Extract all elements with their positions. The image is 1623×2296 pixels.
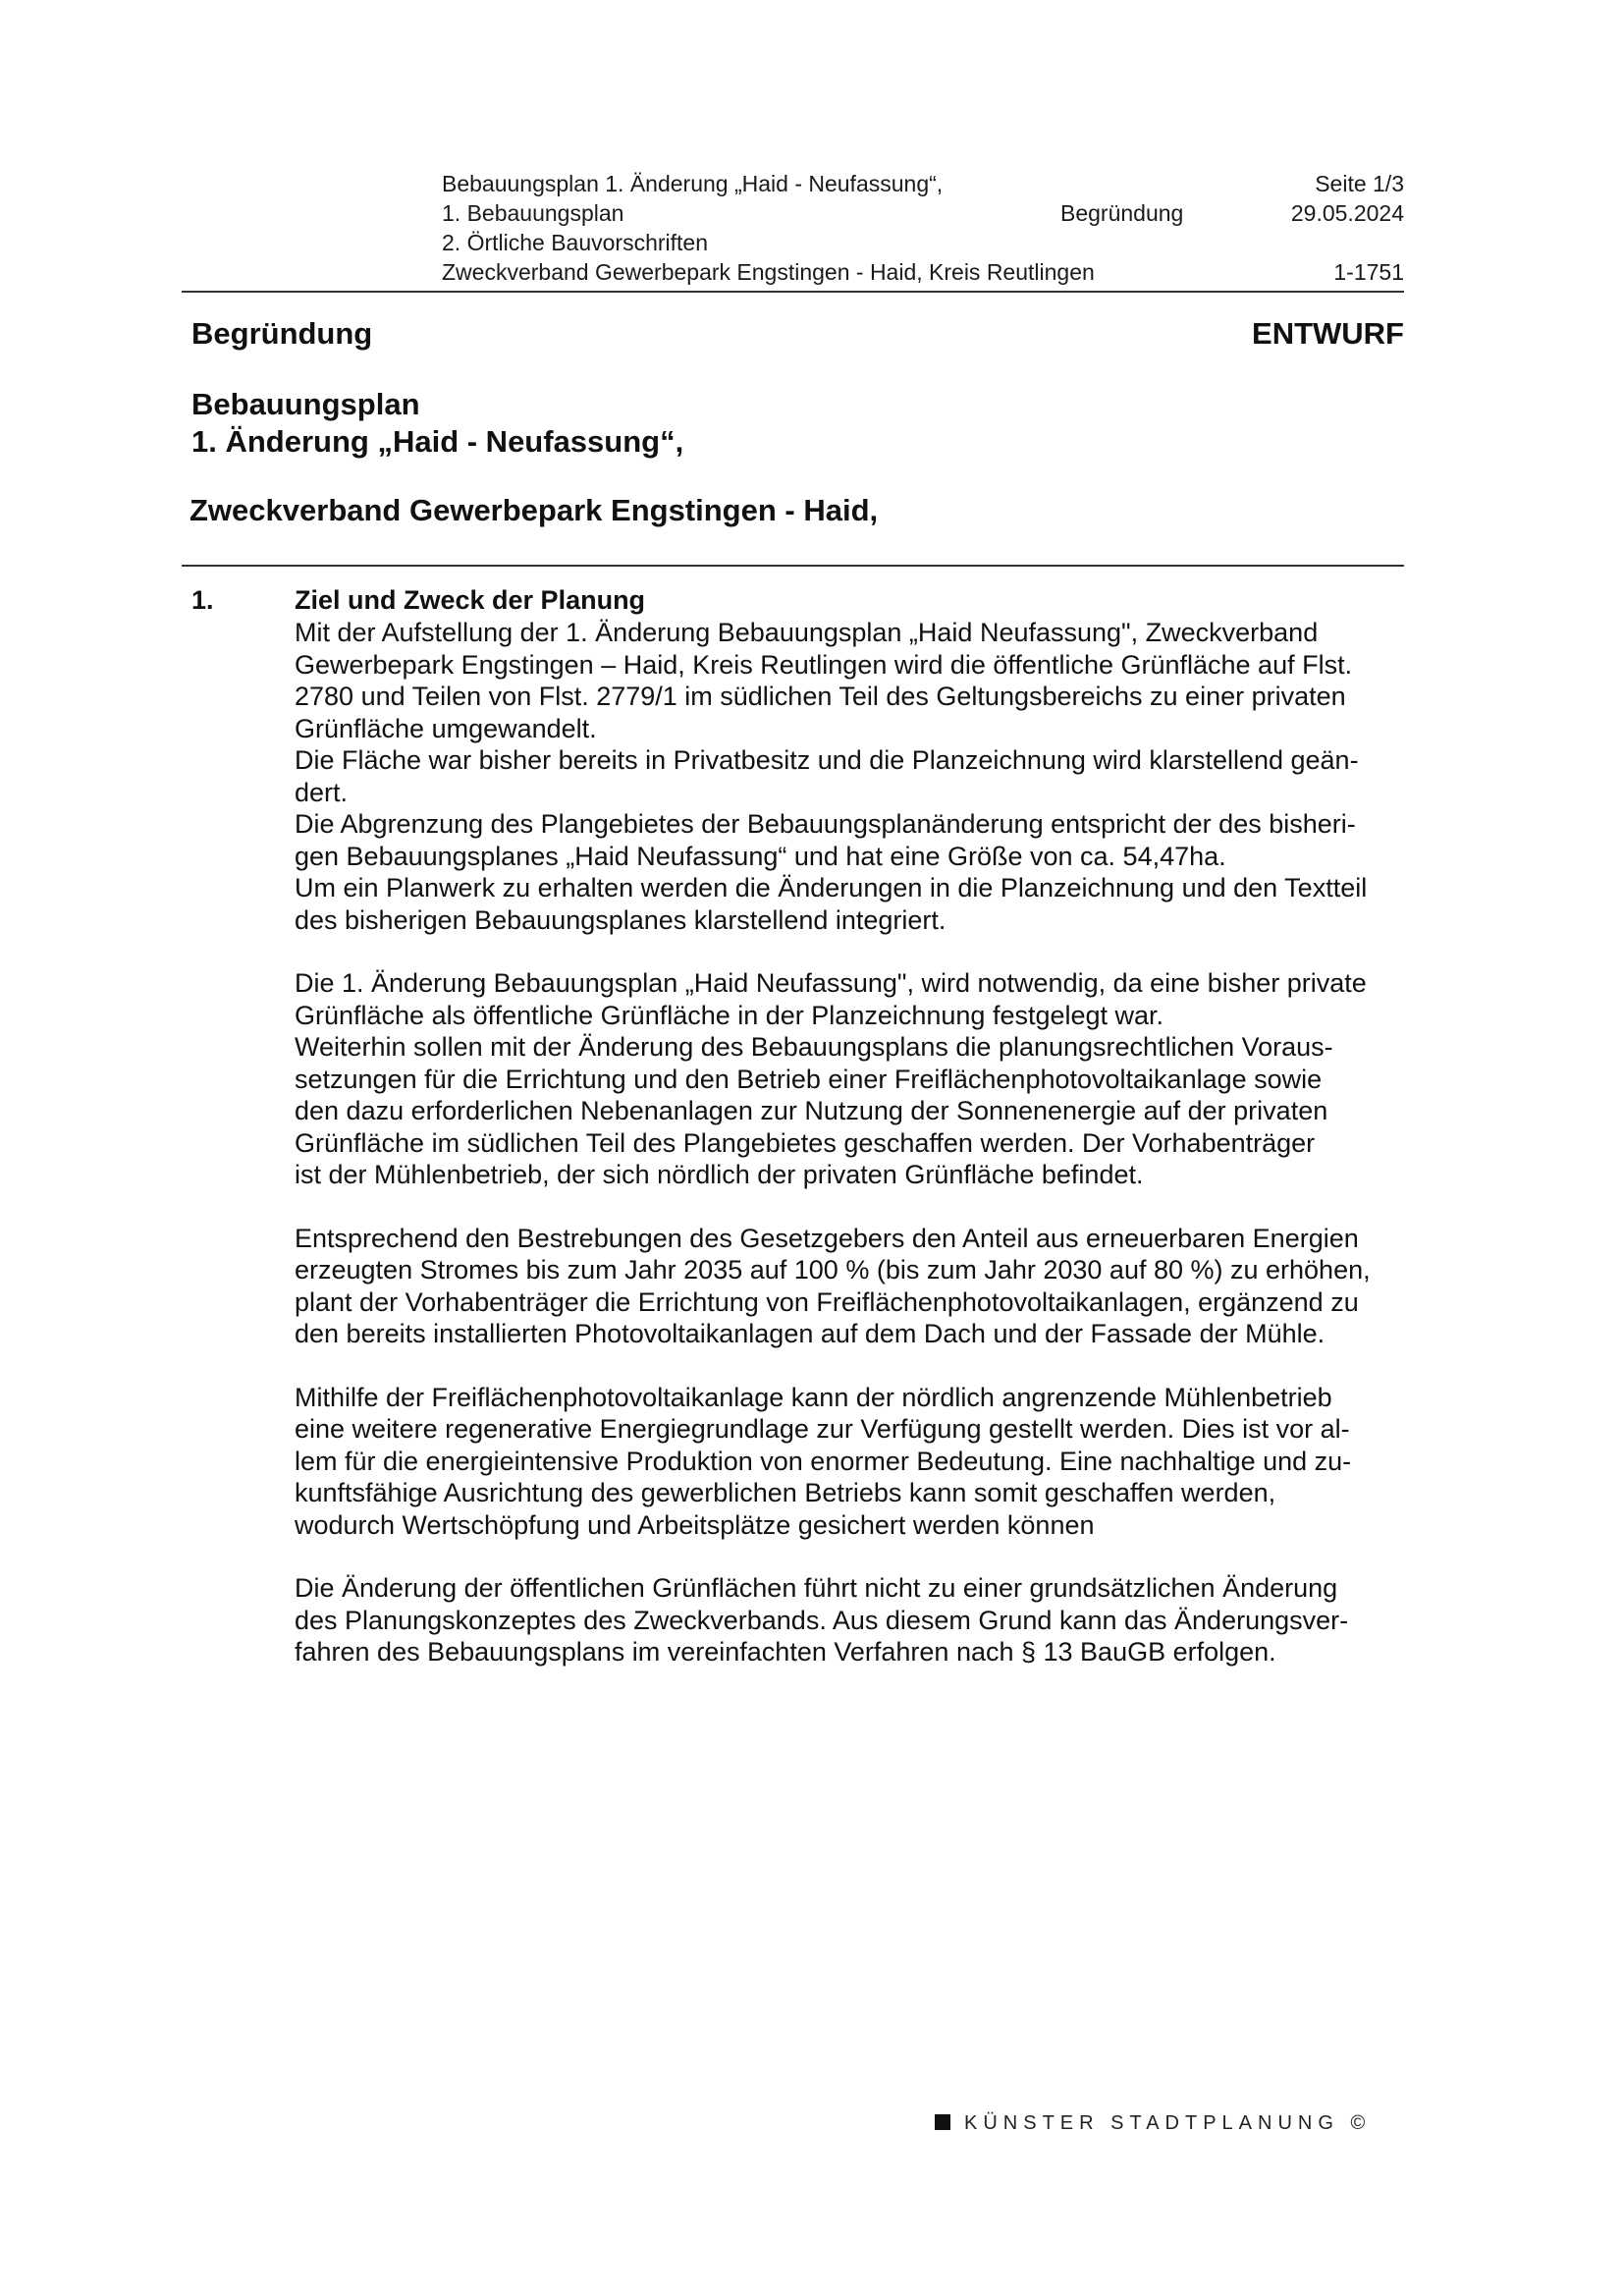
text-line: Grünfläche im südlichen Teil des Plangebietes geschaffen werden. Der Vorhabenträger (295, 1127, 1316, 1158)
text-line: eine weitere regenerative Energiegrundlage zur Verfügung gestellt werden. Dies ist vor al- (295, 1414, 1350, 1444)
header-date: 29.05.2024 (1290, 200, 1404, 226)
section-number: 1. (191, 585, 214, 615)
text-line: den bereits installierten Photovoltaikanlagen auf dem Dach und der Fassade der Mühle. (295, 1319, 1325, 1348)
header-project-number: 1-1751 (1333, 259, 1404, 285)
text-line: des bisherigen Bebauungsplanes klarstellend integriert. (295, 904, 947, 935)
text-line: wodurch Wertschöpfung und Arbeitsplätze gesichert werden können (295, 1509, 1095, 1540)
header-item-1: 1. Bebauungsplan (442, 200, 624, 226)
text-line: Entsprechend den Bestrebungen des Gesetzgebers den Anteil aus erneuerbaren Energien (295, 1223, 1359, 1253)
title-divider (182, 565, 1404, 567)
text-line: plant der Vorhabenträger die Errichtung von Freiflächenphotovoltaikanlagen, ergänzend zu (295, 1286, 1359, 1317)
text-line: Mit der Aufstellung der 1. Änderung Bebauungsplan „Haid Neufassung", Zweckverband (295, 618, 1319, 647)
text-line: Weiterhin sollen mit der Änderung des Bebauungsplans die planungsrechtlichen Voraus- (295, 1032, 1333, 1062)
text-line: den dazu erforderlichen Nebenanlagen zur Nutzung der Sonnenenergie auf der privaten (295, 1096, 1328, 1125)
paragraph (295, 967, 1402, 1191)
document-subtitle: Zweckverband Gewerbepark Engstingen - Haid, (189, 493, 879, 527)
text-line: setzungen für die Errichtung und den Betrieb einer Freiflächenphotovoltaikanlage sowie (295, 1064, 1323, 1094)
running-header (442, 169, 1404, 287)
title-line-2: 1. Änderung „Haid - Neufassung“, (191, 424, 684, 459)
header-item-2: 2. Örtliche Bauvorschriften (442, 230, 709, 255)
text-line: lem für die energieintensive Produktion von enormer Bedeutung. Eine nachhaltige und zu- (295, 1446, 1352, 1476)
text-line: Die Abgrenzung des Plangebietes der Bebauungsplanänderung entspricht der des bisheri- (295, 809, 1356, 839)
paragraph (295, 617, 1402, 936)
text-line: dert. (295, 777, 349, 807)
text-line: ist der Mühlenbetrieb, der sich nördlich der privaten Grünfläche befindet. (295, 1160, 1144, 1189)
section-body (295, 617, 1402, 1700)
text-line: Die Fläche war bisher bereits in Privatbesitz und die Planzeichnung wird klarstellend geän- (295, 745, 1359, 775)
text-line: kunftsfähige Ausrichtung des gewerblichen Betriebs kann somit geschaffen werden, (295, 1478, 1276, 1507)
text-line: Gewerbepark Engstingen – Haid, Kreis Reutlingen wird die öffentliche Grünfläche auf Flst. (295, 649, 1353, 680)
header-plan-title: Bebauungsplan 1. Änderung „Haid - Neufassung“, (442, 171, 944, 196)
text-line: gen Bebauungsplanes „Haid Neufassung“ und hat eine Größe von ca. 54,47ha. (295, 841, 1226, 871)
text-line: Um ein Planwerk zu erhalten werden die Änderungen in die Planzeichnung und den Textteil (295, 873, 1368, 902)
header-page-number: Seite 1/3 (1315, 171, 1404, 196)
square-logo-icon (935, 2114, 950, 2130)
paragraph (295, 1223, 1402, 1350)
text-line: 2780 und Teilen von Flst. 2779/1 im südlichen Teil des Geltungsbereichs zu einer privaten (295, 682, 1346, 711)
title-line-1: Bebauungsplan (191, 387, 420, 421)
text-line: Grünfläche umgewandelt. (295, 713, 597, 743)
header-doc-type: Begründung (1060, 200, 1184, 226)
draft-label: ENTWURF (1252, 316, 1404, 351)
footer-brand (935, 2112, 1371, 2135)
text-line: des Planungskonzeptes des Zweckverbands. Aus diesem Grund kann das Änderungsver- (295, 1605, 1349, 1635)
text-line: Die 1. Änderung Bebauungsplan „Haid Neufassung", wird notwendig, da eine bisher private (295, 968, 1367, 998)
footer-brand-text: KÜNSTER STADTPLANUNG © (964, 2112, 1372, 2134)
paragraph (295, 1382, 1402, 1542)
paragraph (295, 1572, 1402, 1668)
text-line: Die Änderung der öffentlichen Grünflächen führt nicht zu einer grundsätzlichen Änderung (295, 1573, 1338, 1603)
document-title (191, 386, 683, 461)
text-line: erzeugten Stromes bis zum Jahr 2035 auf 100 % (bis zum Jahr 2030 auf 80 %) zu erhöhen, (295, 1255, 1371, 1285)
header-authority: Zweckverband Gewerbepark Engstingen - Haid, Kreis Reutlingen (442, 259, 1095, 285)
text-line: fahren des Bebauungsplans im vereinfachten Verfahren nach § 13 BauGB erfolgen. (295, 1637, 1276, 1667)
doc-label: Begründung (191, 316, 373, 351)
text-line: Mithilfe der Freiflächenphotovoltaikanlage kann der nördlich angrenzende Mühlenbetrieb (295, 1382, 1332, 1412)
text-line: Grünfläche als öffentliche Grünfläche in der Planzeichnung festgelegt war. (295, 1000, 1164, 1030)
header-divider (182, 291, 1404, 293)
section-heading: Ziel und Zweck der Planung (295, 585, 646, 615)
